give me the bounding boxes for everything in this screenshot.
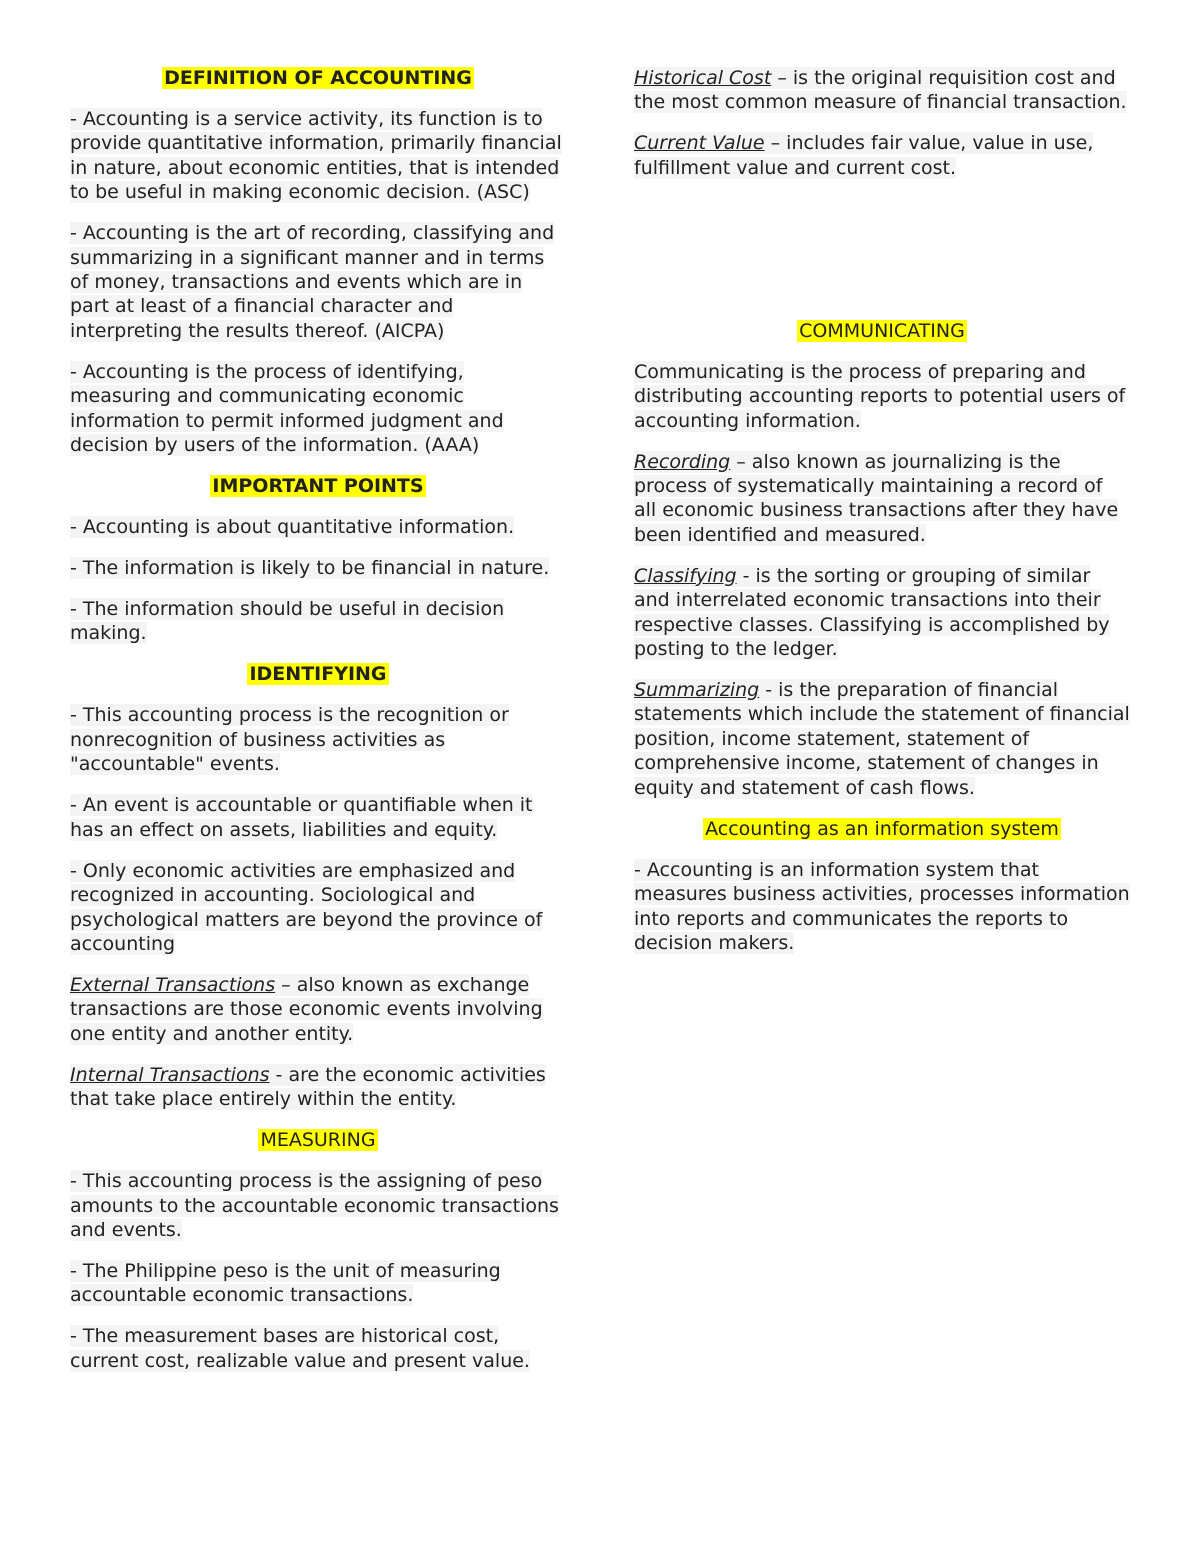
measuring-heading: MEASURING: [260, 1129, 376, 1152]
identifying-paragraph: - Only economic activities are emphasized and recognized in accounting. Sociological and psychological matters are beyond the province of accounting: [70, 859, 543, 955]
left-column: [70, 66, 566, 1390]
internal-transactions-term: Internal Transactions: [70, 1063, 270, 1086]
measuring-paragraph: - The Philippine peso is the unit of measuring accountable economic transactions.: [70, 1259, 501, 1307]
summarizing-paragraph: Summarizing - is the preparation of financial statements which include the statement of financial position, income statement, statement of comprehensive income, statement of changes in equity and statement of cash flows.: [634, 679, 1130, 799]
definition-paragraph: - Accounting is the process of identifying, measuring and communicating economic information to permit informed judgment and decision by users of the information. (AAA): [70, 360, 504, 457]
right-column: [634, 66, 1130, 972]
important-point: - The information should be useful in decision making.: [70, 598, 505, 645]
info-system-heading: Accounting as an information system: [705, 817, 1059, 840]
measuring-paragraph: - This accounting process is the assigning of peso amounts to the accountable economic transactions and events.: [70, 1170, 559, 1241]
historical-cost-term: Historical Cost: [634, 67, 772, 89]
external-transactions-paragraph: External Transactions – also known as exchange transactions are those economic events involving one entity and another entity.: [70, 973, 543, 1045]
communicating-paragraph: Communicating is the process of preparing and distributing accounting reports to potential users of accounting information.: [634, 360, 1126, 432]
summarizing-term: Summarizing: [634, 679, 760, 702]
classifying-paragraph: Classifying - is the sorting or grouping of similar and interrelated economic transactions into their respective classes. Classifying is accomplished by posting to the ledger.: [634, 564, 1110, 661]
important-point: - Accounting is about quantitative information.: [70, 516, 515, 539]
definition-paragraph: - Accounting is the art of recording, classifying and summarizing in a significant manner and in terms of money, transactions and events which are in part at least of a financial character and interpreting the results thereof. (AICPA): [70, 222, 555, 342]
communicating-heading: COMMUNICATING: [799, 319, 965, 342]
external-transactions-term: External Transactions: [70, 973, 276, 996]
recording-paragraph: Recording – also known as journalizing is the process of systematically maintaining a record of all economic business transactions after they have been identified and measured.: [634, 450, 1119, 546]
current-value-term: Current Value: [634, 132, 765, 155]
current-value-paragraph: Current Value – includes fair value, value in use, fulfillment value and current cost.: [634, 132, 1094, 179]
recording-term: Recording: [634, 450, 731, 473]
definition-paragraph: - Accounting is a service activity, its function is to provide quantitative information, primarily financial in nature, about economic entities, that is intended to be useful in making economic decision. (ASC): [70, 108, 562, 204]
identifying-paragraph: - An event is accountable or quantifiable when it has an effect on assets, liabilities and equity.: [70, 794, 533, 841]
historical-cost-paragraph: Historical Cost – is the original requisition cost and the most common measure of financial transaction.: [634, 67, 1127, 114]
important-points-heading: IMPORTANT POINTS: [212, 475, 424, 498]
identifying-heading: IDENTIFYING: [249, 663, 387, 686]
identifying-paragraph: - This accounting process is the recognition or nonrecognition of business activities as "accountable" events.: [70, 704, 509, 776]
measuring-paragraph: - The measurement bases are historical cost, current cost, realizable value and present value.: [70, 1325, 530, 1372]
definition-heading: DEFINITION OF ACCOUNTING: [164, 67, 472, 89]
classifying-term: Classifying: [634, 564, 737, 587]
internal-transactions-paragraph: Internal Transactions - are the economic activities that take place entirely within the entity.: [70, 1063, 546, 1111]
blank-space: [634, 197, 1130, 319]
info-system-paragraph: - Accounting is an information system that measures business activities, processes information into reports and communicates the reports to decision makers.: [634, 858, 1130, 954]
important-point: - The information is likely to be financial in nature.: [70, 557, 550, 580]
